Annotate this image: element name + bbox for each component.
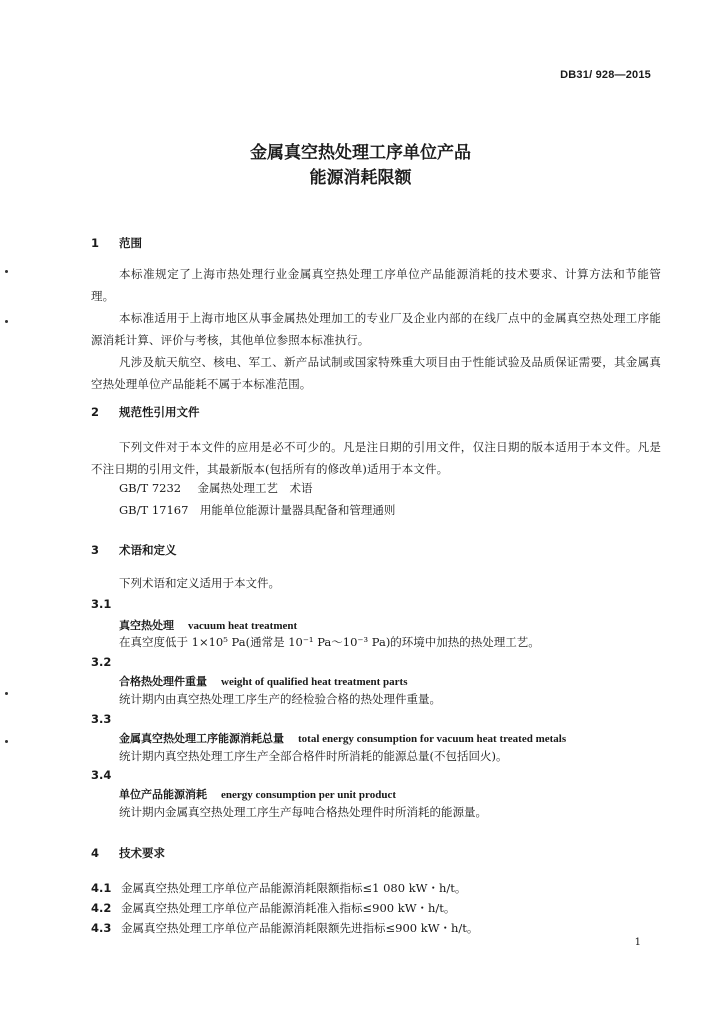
requirement-item: 4.3 金属真空热处理工序单位产品能源消耗限额先进指标≤900 kW・h/t。 — [91, 921, 479, 935]
terms-intro: 下列术语和定义适用于本文件。 — [119, 576, 280, 590]
section-1-body — [91, 263, 661, 395]
page-number: 1 — [634, 937, 641, 948]
reference-item: GB/T 7232 金属热处理工艺 术语 — [119, 481, 313, 495]
scope-paragraph-3: 凡涉及航天航空、核电、军工、新产品试制或国家特殊重大项目由于性能试验及品质保证需要，其金属真空热处理单位产品能耗不属于本标准范围。 — [91, 355, 661, 391]
term-definition: 在真空度低于 1×10⁵ Pa(通常是 10⁻¹ Pa～10⁻³ Pa)的环境中加热的热处理工艺。 — [119, 635, 540, 649]
page-title-line2: 能源消耗限额 — [309, 168, 412, 188]
requirement-item: 4.1 金属真空热处理工序单位产品能源消耗限额指标≤1 080 kW・h/t。 — [91, 881, 467, 895]
requirement-item: 4.2 金属真空热处理工序单位产品能源消耗准入指标≤900 kW・h/t。 — [91, 901, 456, 915]
scan-speck — [5, 692, 8, 695]
scan-speck — [5, 740, 8, 743]
section-1-heading: 1 范围 — [91, 236, 142, 250]
term-definition: 统计期内由真空热处理工序生产的经检验合格的热处理件重量。 — [119, 692, 441, 706]
document-number: DB31/ 928—2015 — [560, 69, 651, 81]
term-definition: 统计期内真空热处理工序生产全部合格件时所消耗的能源总量(不包括回火)。 — [119, 749, 508, 763]
scope-paragraph-1: 本标准规定了上海市热处理行业金属真空热处理工序单位产品能源消耗的技术要求、计算方法和节能管理。 — [91, 267, 661, 303]
page-title-line1: 金属真空热处理工序单位产品 — [250, 143, 471, 163]
term-number: 3.4 — [91, 768, 112, 782]
section-4-heading: 4 技术要求 — [91, 846, 165, 860]
term-number: 3.1 — [91, 597, 112, 611]
section-2-body — [91, 436, 661, 480]
term-title: 合格热处理件重量 weight of qualified heat treatment parts — [119, 675, 408, 688]
term-definition: 统计期内金属真空热处理工序生产每吨合格热处理件时所消耗的能源量。 — [119, 805, 487, 819]
term-title: 金属真空热处理工序能源消耗总量 total energy consumption for vacuum heat treated metals — [119, 732, 567, 745]
reference-item: GB/T 17167 用能单位能源计量器具配备和管理通则 — [119, 503, 396, 517]
scope-paragraph-2: 本标准适用于上海市地区从事金属热处理加工的专业厂及企业内部的在线厂点中的金属真空热处理工序能源消耗计算、评价与考核，其他单位参照本标准执行。 — [91, 311, 661, 347]
term-number: 3.3 — [91, 712, 112, 726]
term-number: 3.2 — [91, 655, 112, 669]
scan-speck — [5, 270, 8, 273]
references-intro: 下列文件对于本文件的应用是必不可少的。凡是注日期的引用文件，仅注日期的版本适用于本文件。凡是不注日期的引用文件，其最新版本(包括所有的修改单)适用于本文件。 — [91, 440, 661, 476]
term-title: 真空热处理 vacuum heat treatment — [119, 619, 298, 632]
section-2-heading: 2 规范性引用文件 — [91, 405, 200, 419]
section-3-heading: 3 术语和定义 — [91, 543, 177, 557]
scan-speck — [5, 320, 8, 323]
term-title: 单位产品能源消耗 energy consumption per unit product — [119, 788, 397, 801]
